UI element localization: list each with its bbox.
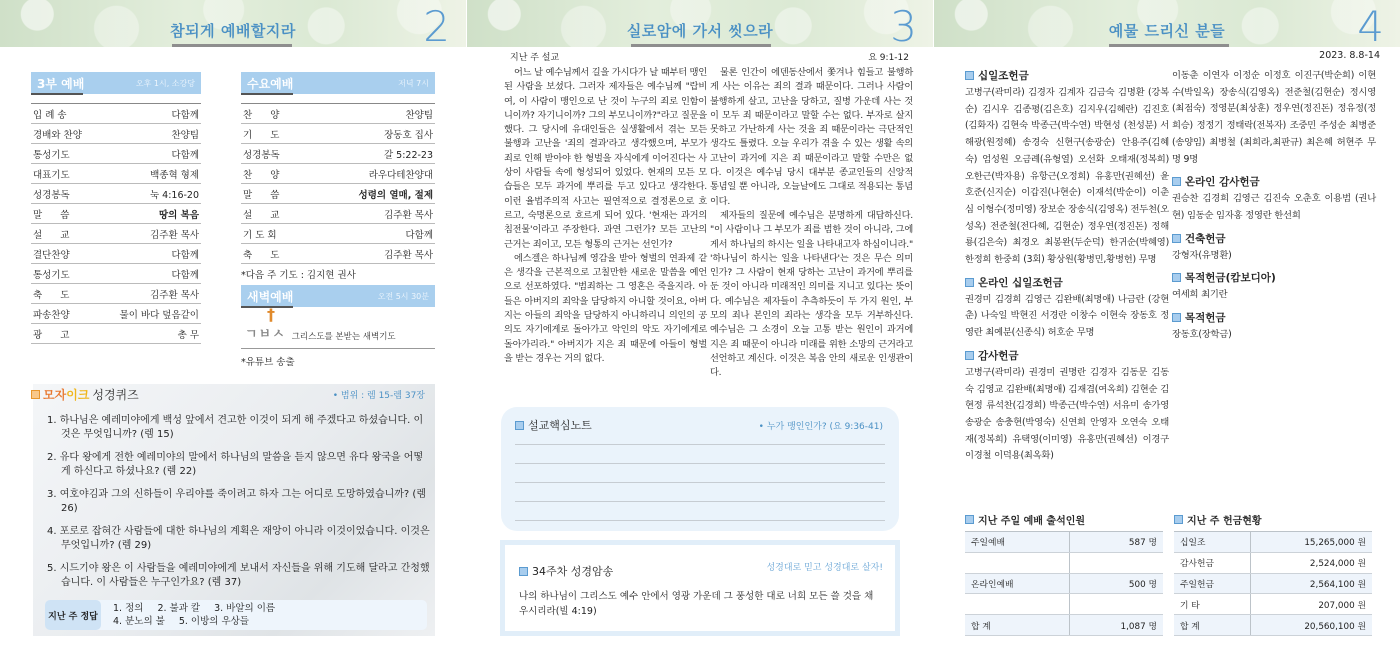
offering-title: 건축헌금 xyxy=(1185,232,1226,245)
quiz-header xyxy=(31,386,139,403)
table-row xyxy=(965,532,1163,553)
page-banner xyxy=(934,0,1400,51)
table-row xyxy=(31,144,201,164)
row-label: 통성기도 xyxy=(31,264,97,284)
square-bullet-icon xyxy=(965,71,974,80)
table-row xyxy=(31,164,201,184)
bible-quiz-section xyxy=(33,384,435,636)
row-label: 기 도 xyxy=(241,124,307,144)
row-value: 찬양팀 xyxy=(97,124,201,144)
offering-section xyxy=(965,68,1169,269)
table-row xyxy=(31,324,201,344)
row-label: 온라인예배 xyxy=(965,573,1070,594)
table-row xyxy=(241,124,435,144)
row-label: 합 계 xyxy=(965,615,1070,636)
row-value xyxy=(1070,552,1163,573)
quiz-question: 1. 하나님은 예레미야에게 백성 앞에서 견고한 이것이 되게 해 주겠다고 하셨습니다. 이것은 무엇입니까? (렘 15) xyxy=(47,415,424,440)
row-value: 20,560,100 원 xyxy=(1250,615,1372,636)
row-label: 성경봉독 xyxy=(241,144,307,164)
row-label: 결단찬양 xyxy=(31,244,97,264)
table-row xyxy=(965,594,1163,615)
donor-names: 고병구(곽미라) 김경자 김계자 김금숙 김명환 (강복순) 김시우 김종평(김은호) 김지우(김혜란) 김진호(김화자) 김현숙 박종근(박수연) 박현성 (천성분) 서해광(원정혜) 송경숙 신현구(송광순) 안용주(김혜숙) 엄성원 오금례(유형열) 오선화 오태재(정복희) 오한근(박자용) 유항근(오정희) 유홍만(권혜선) 윤호준(신지순) 이갑진(나현순) 이재석(박순이) 이춘심 이형수(정미영) 장보순 장송식(김영옥) 전두천(오성옥) 전준철(전다혜, 김현순) 정우연(정진돈) 정해룡(김은숙) 최경오 최봉완(두순덕) 한귀순(박혜영) 한정희 한중희 (3회) 황상원(황병민,황병헌) 무명 xyxy=(965,87,1169,266)
offering-section xyxy=(1172,310,1376,344)
dawn-service-header xyxy=(241,285,435,307)
row-label: 감사헌금 xyxy=(1174,552,1250,573)
offering-header xyxy=(965,275,1169,290)
table-row xyxy=(31,264,201,284)
table-row xyxy=(31,184,201,204)
quiz-answer: 5. 이방의 우상들 xyxy=(178,616,249,627)
sermon-label: 지난 주 설교 xyxy=(510,53,560,63)
sermon-notes-box xyxy=(501,407,899,531)
square-bullet-icon xyxy=(515,421,524,430)
row-label: 주일헌금 xyxy=(1174,573,1250,594)
sermon-paragraph: 에스겔은 하나님께 영감을 받아 형벌의 연좌제 같은 생각을 근본적으로 고칠만한 새로운 말씀을 예언으로 선포하였다. "범죄하는 그 영혼은 죽을지라. 아들은 아버지의 죄악을 담당하지 아니할 것이요, 아버지는 아들의 죄악을 담당하지 아니하리니 의인의 공의도 자기에게로 돌아가고 악인의 악도 자기에게로 돌아가리라." 아버지가 지은 죄 때문에 아들이 형벌을 받는 경우는 거의 없다. xyxy=(504,252,707,364)
attendance-header xyxy=(965,512,1163,527)
next-prayer-note: *다음 주 기도 : 김지현 권사 xyxy=(241,270,356,281)
header-underline xyxy=(241,93,293,95)
sermon-paragraph: 어느 날 예수님께서 길을 가시다가 날 때부터 맹인 된 사람을 보셨다. 그러자 제자들은 예수님께 "랍비여, 이 사람이 맹인으로 난 것이 누구의 죄로 인함이니이까? 자기니이까? 그의 부모니이까?"라고 질문을 했다. 그 당시에 유대인들은 실생활에서 겪는 모든 불행과 고난을 '죄의 결과'라고 생각했으며, 부모가 죄로 인해 받아야 한 형벌을 자식에게 이어진다는 사상이 사람들 속에 형성되어 있었다. 현재의 모든 모습들은 모두 과거에 뿌리를 두고 있다고 생각한다. 이런 율법주의적 사고는 필연적으로 결정론으로 흐르고, 숙명론으로 흐르게 되어 있다. '현재는 과거의 침전물'이라고 주장한다. 과연 그런가? 모든 고난의 근거는 죄이고, 모든 형통의 근거는 선인가? xyxy=(504,67,707,250)
row-value: 500 명 xyxy=(1070,573,1163,594)
quiz-brand: 모자이크 xyxy=(43,388,90,402)
row-value: 땅의 복음 xyxy=(97,204,201,224)
offering-section xyxy=(965,348,1169,465)
logo-mark: ㄱㅂㅅ † xyxy=(245,305,286,342)
table-row xyxy=(241,144,435,164)
memory-verse-header xyxy=(519,563,613,579)
donor-names: 장동호(장학금) xyxy=(1172,329,1232,341)
row-value: 1,087 명 xyxy=(1070,615,1163,636)
table-row xyxy=(31,204,201,224)
page-worship-order xyxy=(0,0,466,662)
row-label: 십일조 xyxy=(1174,532,1250,553)
table-row xyxy=(1174,594,1372,615)
square-bullet-icon xyxy=(1172,313,1181,322)
service-title: 새벽예배 xyxy=(247,289,294,304)
donor-names: 강형자(유명환) xyxy=(1172,249,1232,261)
row-value xyxy=(1070,594,1163,615)
attendance-table xyxy=(965,531,1163,636)
note-line xyxy=(515,501,885,502)
row-value: 587 명 xyxy=(1070,532,1163,553)
row-value: 다함께 xyxy=(97,244,201,264)
cross-icon: † xyxy=(267,305,276,324)
offering-status-header xyxy=(1174,512,1372,527)
offering-header xyxy=(1172,270,1376,285)
title-underline xyxy=(631,44,771,47)
page-number: 3 xyxy=(890,2,917,51)
square-bullet-icon xyxy=(519,567,528,576)
logo-text: 그리스도를 본받는 새벽기도 xyxy=(291,332,396,342)
offering-header xyxy=(1172,231,1376,246)
offering-section xyxy=(965,275,1169,342)
square-bullet-icon xyxy=(1172,177,1181,186)
quiz-answer: 3. 바알의 이름 xyxy=(214,603,276,614)
offering-title: 십일조헌금 xyxy=(978,70,1029,82)
row-label: 설 교 xyxy=(31,224,97,244)
page-title: 예물 드리신 분들 xyxy=(1108,22,1226,40)
offering-status-title: 지난 주 헌금현황 xyxy=(1187,516,1262,527)
square-bullet-icon xyxy=(965,351,974,360)
table-row xyxy=(965,615,1163,636)
page-title: 실로암에 가서 씻으라 xyxy=(626,22,774,40)
row-label xyxy=(965,552,1070,573)
offering-continuation xyxy=(1172,68,1376,168)
offering-title: 감사헌금 xyxy=(978,349,1019,362)
table-row xyxy=(241,224,435,244)
notes-title: 설교핵심노트 xyxy=(528,419,592,432)
donor-names: 여세희 최기란 xyxy=(1172,289,1228,301)
service-3-section xyxy=(31,72,201,344)
sermon-column-1 xyxy=(504,66,707,366)
row-value: 2,564,100 원 xyxy=(1250,573,1372,594)
row-value: 총 무 xyxy=(97,324,201,344)
row-label: 기 도 회 xyxy=(241,224,307,244)
quiz-question: 5. 시드기야 왕은 이 사람들을 예레미야에게 보내서 자신들을 위해 기도해 달라고 간청했습니다. 이 사람들은 누구인가요? (렘 37) xyxy=(47,563,430,588)
row-label: 대표기도 xyxy=(31,164,97,184)
row-value: 15,265,000 원 xyxy=(1250,532,1372,553)
sermon-paragraph: 제자들의 질문에 예수님은 분명하게 대답하신다. "이 사람이나 그 부모가 죄를 범한 것이 아니라, 그에게서 하나님의 하시는 일을 나타내고자 하심이니라." '하나님이 하시는 일을 나타낸다'는 것은 무슨 의미인가? 그 사람이 현재 당하는 고난이 과거에 뿌리를 둔 것이 아니라 미래적인 의미를 지니고 있다는 뜻이다. 예수님은 제자들이 추측하듯이 두 가지 원인, 부모의 죄나 본인의 죄라는 생각을 모두 거부하신다. 예수님은 그 소경이 오늘 고통 받는 원인이 과거에 지은 죄 때문이 아니라 미래를 위한 소망의 근거라고 선언하고 계신다. 이것은 복음 안의 새로운 인생관이다. xyxy=(710,209,913,379)
row-label: 설 교 xyxy=(241,204,307,224)
row-value: 라우다테찬양대 xyxy=(307,164,435,184)
row-value: 눅 4:16-20 xyxy=(97,184,201,204)
row-value: 다함께 xyxy=(307,224,435,244)
page-banner xyxy=(467,0,933,51)
wednesday-service-section xyxy=(241,72,435,368)
title-underline xyxy=(1109,44,1229,47)
table-row xyxy=(241,164,435,184)
offering-status-section xyxy=(1174,512,1372,636)
row-value: 다함께 xyxy=(97,104,201,124)
quiz-questions xyxy=(47,414,432,599)
note-line xyxy=(515,463,885,464)
table-row xyxy=(1174,615,1372,636)
table-row xyxy=(31,104,201,124)
service-time: 오전 5시 30분 xyxy=(377,291,429,301)
offering-section xyxy=(1172,174,1376,224)
service-title: 3부 예배 xyxy=(37,76,85,91)
row-label: 통성기도 xyxy=(31,144,97,164)
offering-title: 온라인 감사헌금 xyxy=(1185,176,1260,189)
title-underline xyxy=(172,44,292,47)
row-value: 성령의 열매, 절제 xyxy=(307,184,435,204)
offering-header xyxy=(1172,310,1376,325)
service-time: 오후 1시, 소강당 xyxy=(135,78,195,88)
table-row xyxy=(31,304,201,324)
offering-date: 2023. 8.8-14 xyxy=(1319,50,1380,61)
table-row xyxy=(241,104,435,124)
sermon-paragraph: 물론 인간이 에덴동산에서 쫓겨나 힘들고 불행하게 사는 이유는 죄의 결과 때문이다. 그러나 사람이 불행하게 살고, 고난을 당하고, 질병 가운데 사는 것이 모두 죄 때문이라고 말할 수는 없다. 부자로 살지 못하고 가난하게 사는 것을 죄 때문이라는 극단적인 생각도 틀렸다. 오늘 우리가 겪을 수 있는 생활 속의 고난이 과거에 지은 죄 때문이라고 말할 수만은 없다. 이것은 예수님 당시 대부분 종교인들의 신앙적 통념일 뿐 아니라, 오늘날에도 그대로 적용되는 통념이다. xyxy=(710,67,913,207)
row-label: 찬 양 xyxy=(241,104,307,124)
offering-section xyxy=(1172,270,1376,304)
row-label: 경배와 찬양 xyxy=(31,124,97,144)
service-order-table xyxy=(241,103,435,264)
page-number: 4 xyxy=(1357,2,1384,51)
square-bullet-icon xyxy=(1172,273,1181,282)
offering-header xyxy=(1172,174,1376,189)
note-line xyxy=(515,520,885,521)
row-label: 말 씀 xyxy=(241,184,307,204)
row-label: 찬 양 xyxy=(241,164,307,184)
quiz-question: 3. 여호야김과 그의 신하들이 우리야를 죽이려고 하자 그는 어디로 도망하였습니까? (렘 26) xyxy=(47,489,426,514)
row-label: 합 계 xyxy=(1174,615,1250,636)
answers-label: 지난 주 정답 xyxy=(45,600,101,630)
notes-header xyxy=(515,417,592,433)
quiz-answer: 4. 분노의 불 xyxy=(113,616,165,627)
service-order-table xyxy=(31,103,201,344)
offering-header xyxy=(965,68,1169,83)
row-label xyxy=(965,594,1070,615)
row-value: 찬양팀 xyxy=(307,104,435,124)
attendance-title: 지난 주일 예배 출석인원 xyxy=(978,516,1086,527)
service-time: 저녁 7시 xyxy=(398,78,429,88)
page-banner xyxy=(0,0,466,51)
square-bullet-icon xyxy=(1174,515,1183,524)
sermon-column-2 xyxy=(710,66,913,381)
offering-header xyxy=(965,348,1169,363)
row-label: 입 례 송 xyxy=(31,104,97,124)
quiz-range: • 범위 : 렘 15-렘 37장 xyxy=(332,391,425,401)
row-value: 김주환 목사 xyxy=(97,224,201,244)
table-row xyxy=(241,184,435,204)
row-label: 성경봉독 xyxy=(31,184,97,204)
notes-subtitle: • 누가 맹인인가? (요 9:36-41) xyxy=(758,422,883,432)
square-bullet-icon xyxy=(1172,234,1181,243)
offering-section xyxy=(1172,231,1376,265)
table-row xyxy=(1174,532,1372,553)
offering-status-table xyxy=(1174,531,1372,636)
quiz-answer: 2. 불과 칼 xyxy=(157,603,201,614)
row-value: 김주환 목사 xyxy=(307,204,435,224)
table-row xyxy=(965,552,1163,573)
row-value: 2,524,000 원 xyxy=(1250,552,1372,573)
row-value: 백종혁 형제 xyxy=(97,164,201,184)
page-offerings xyxy=(934,0,1400,662)
table-row xyxy=(31,124,201,144)
youtube-note: *유튜브 송출 xyxy=(241,357,295,368)
quiz-question: 4. 포로로 잡혀간 사람들에 대한 하나님의 계획은 재앙이 아니라 이것이었습니다. 이것은 무엇입니까? (렘 29) xyxy=(47,526,430,551)
answers-text xyxy=(101,602,289,628)
donor-names: 권승찬 김경희 김영근 김진숙 오춘호 이용범 (권나현) 임동순 임자홍 정영란 한선희 xyxy=(1172,193,1376,221)
header-underline xyxy=(31,93,83,95)
service-title: 수요예배 xyxy=(247,76,294,91)
donor-names: 권경미 김경희 김영근 김완배(최명애) 나금란 (강현춘) 나숙일 박현진 서경란 이창수 이현숙 장동호 정영란 최예분(신종식) 허호순 무명 xyxy=(965,293,1169,339)
quiz-answer: 1. 정의 xyxy=(113,603,144,614)
square-bullet-icon xyxy=(965,278,974,287)
table-row xyxy=(965,573,1163,594)
row-value: 물이 바다 덮음같이 xyxy=(97,304,201,324)
donor-names: 고병구(곽미라) 권경미 권명란 김경자 김동문 김동숙 김영교 김완배(최명애) 김재겸(여옥희) 김현순 김현정 류석찬(김경희) 박종근(박수연) 서유미 송가영 송광순 송충현(박영숙) 신연희 안영자 오연숙 오태재(정복희) 유택영(이미영) 유홍만(권혜선) 이경구 이경철 이덕용(최옥화) xyxy=(965,366,1169,462)
table-row xyxy=(241,244,435,264)
row-value: 김주환 목사 xyxy=(307,244,435,264)
row-value: 다함께 xyxy=(97,264,201,284)
row-label: 주일예배 xyxy=(965,532,1070,553)
dawn-prayer-logo xyxy=(241,307,435,349)
row-label: 말 씀 xyxy=(31,204,97,224)
row-label: 기 타 xyxy=(1174,594,1250,615)
row-value: 207,000 원 xyxy=(1250,594,1372,615)
sermon-reference: 요 9:1-12 xyxy=(868,53,909,63)
quiz-title: 성경퀴즈 xyxy=(92,388,139,402)
row-label: 광 고 xyxy=(31,324,97,344)
last-week-answers xyxy=(45,600,427,630)
table-row xyxy=(31,284,201,304)
note-line xyxy=(515,482,885,483)
row-label: 축 도 xyxy=(241,244,307,264)
offering-title: 온라인 십일조헌금 xyxy=(978,276,1063,289)
row-value: 김주환 목사 xyxy=(97,284,201,304)
table-row xyxy=(1174,552,1372,573)
donor-names: 이동춘 이연자 이정순 이정호 이진구(박순희) 이현수(박일옥) 장송식(김영옥) 전준철(김현순) 정시영(최점숙) 정영분(최상훈) 정우연(정진돈) 정유정(정희승) 정정기 정태락(전복자) 조중민 주성순 최병준(송양임) 최병철 (최희라,최판규) 최은혜 허현주 무명 9명 xyxy=(1172,70,1376,165)
offering-title: 목적헌금 xyxy=(1185,312,1226,325)
memory-verse-text: 나의 하나님이 그리스도 예수 안에서 영광 가운데 그 풍성한 대로 너희 모든 쓸 것을 채우시리라(빌 4:19) xyxy=(519,591,874,617)
page-number: 2 xyxy=(423,2,450,51)
note-line xyxy=(515,444,885,445)
offering-title: 목적헌금(캄보디아) xyxy=(1185,272,1276,285)
row-label: 축 도 xyxy=(31,284,97,304)
attendance-section xyxy=(965,512,1163,636)
row-label: 파송찬양 xyxy=(31,304,97,324)
offering-column-2 xyxy=(1172,68,1376,350)
memory-verse-title: 34주차 성경암송 xyxy=(532,565,614,578)
table-row xyxy=(241,204,435,224)
page-sermon xyxy=(467,0,933,662)
square-bullet-icon xyxy=(31,390,40,399)
row-value: 갈 5:22-23 xyxy=(307,144,435,164)
row-value: 다함께 xyxy=(97,144,201,164)
quiz-question: 2. 유다 왕에게 전한 예레미야의 말에서 하나님의 말씀을 듣지 않으면 유다 왕국을 어떻게 하신다고 하셨나요? (렘 22) xyxy=(47,452,424,477)
memory-verse-box xyxy=(500,540,900,636)
table-row xyxy=(31,224,201,244)
service-header xyxy=(31,72,201,94)
table-row xyxy=(1174,573,1372,594)
memory-verse-slogan: 성경대로 믿고 성경대로 살자! xyxy=(766,563,883,573)
table-row xyxy=(31,244,201,264)
page-title: 참되게 예배할지라 xyxy=(170,22,296,40)
offering-column-1 xyxy=(965,68,1169,471)
square-bullet-icon xyxy=(965,515,974,524)
service-header xyxy=(241,72,435,94)
row-value: 장동호 집사 xyxy=(307,124,435,144)
